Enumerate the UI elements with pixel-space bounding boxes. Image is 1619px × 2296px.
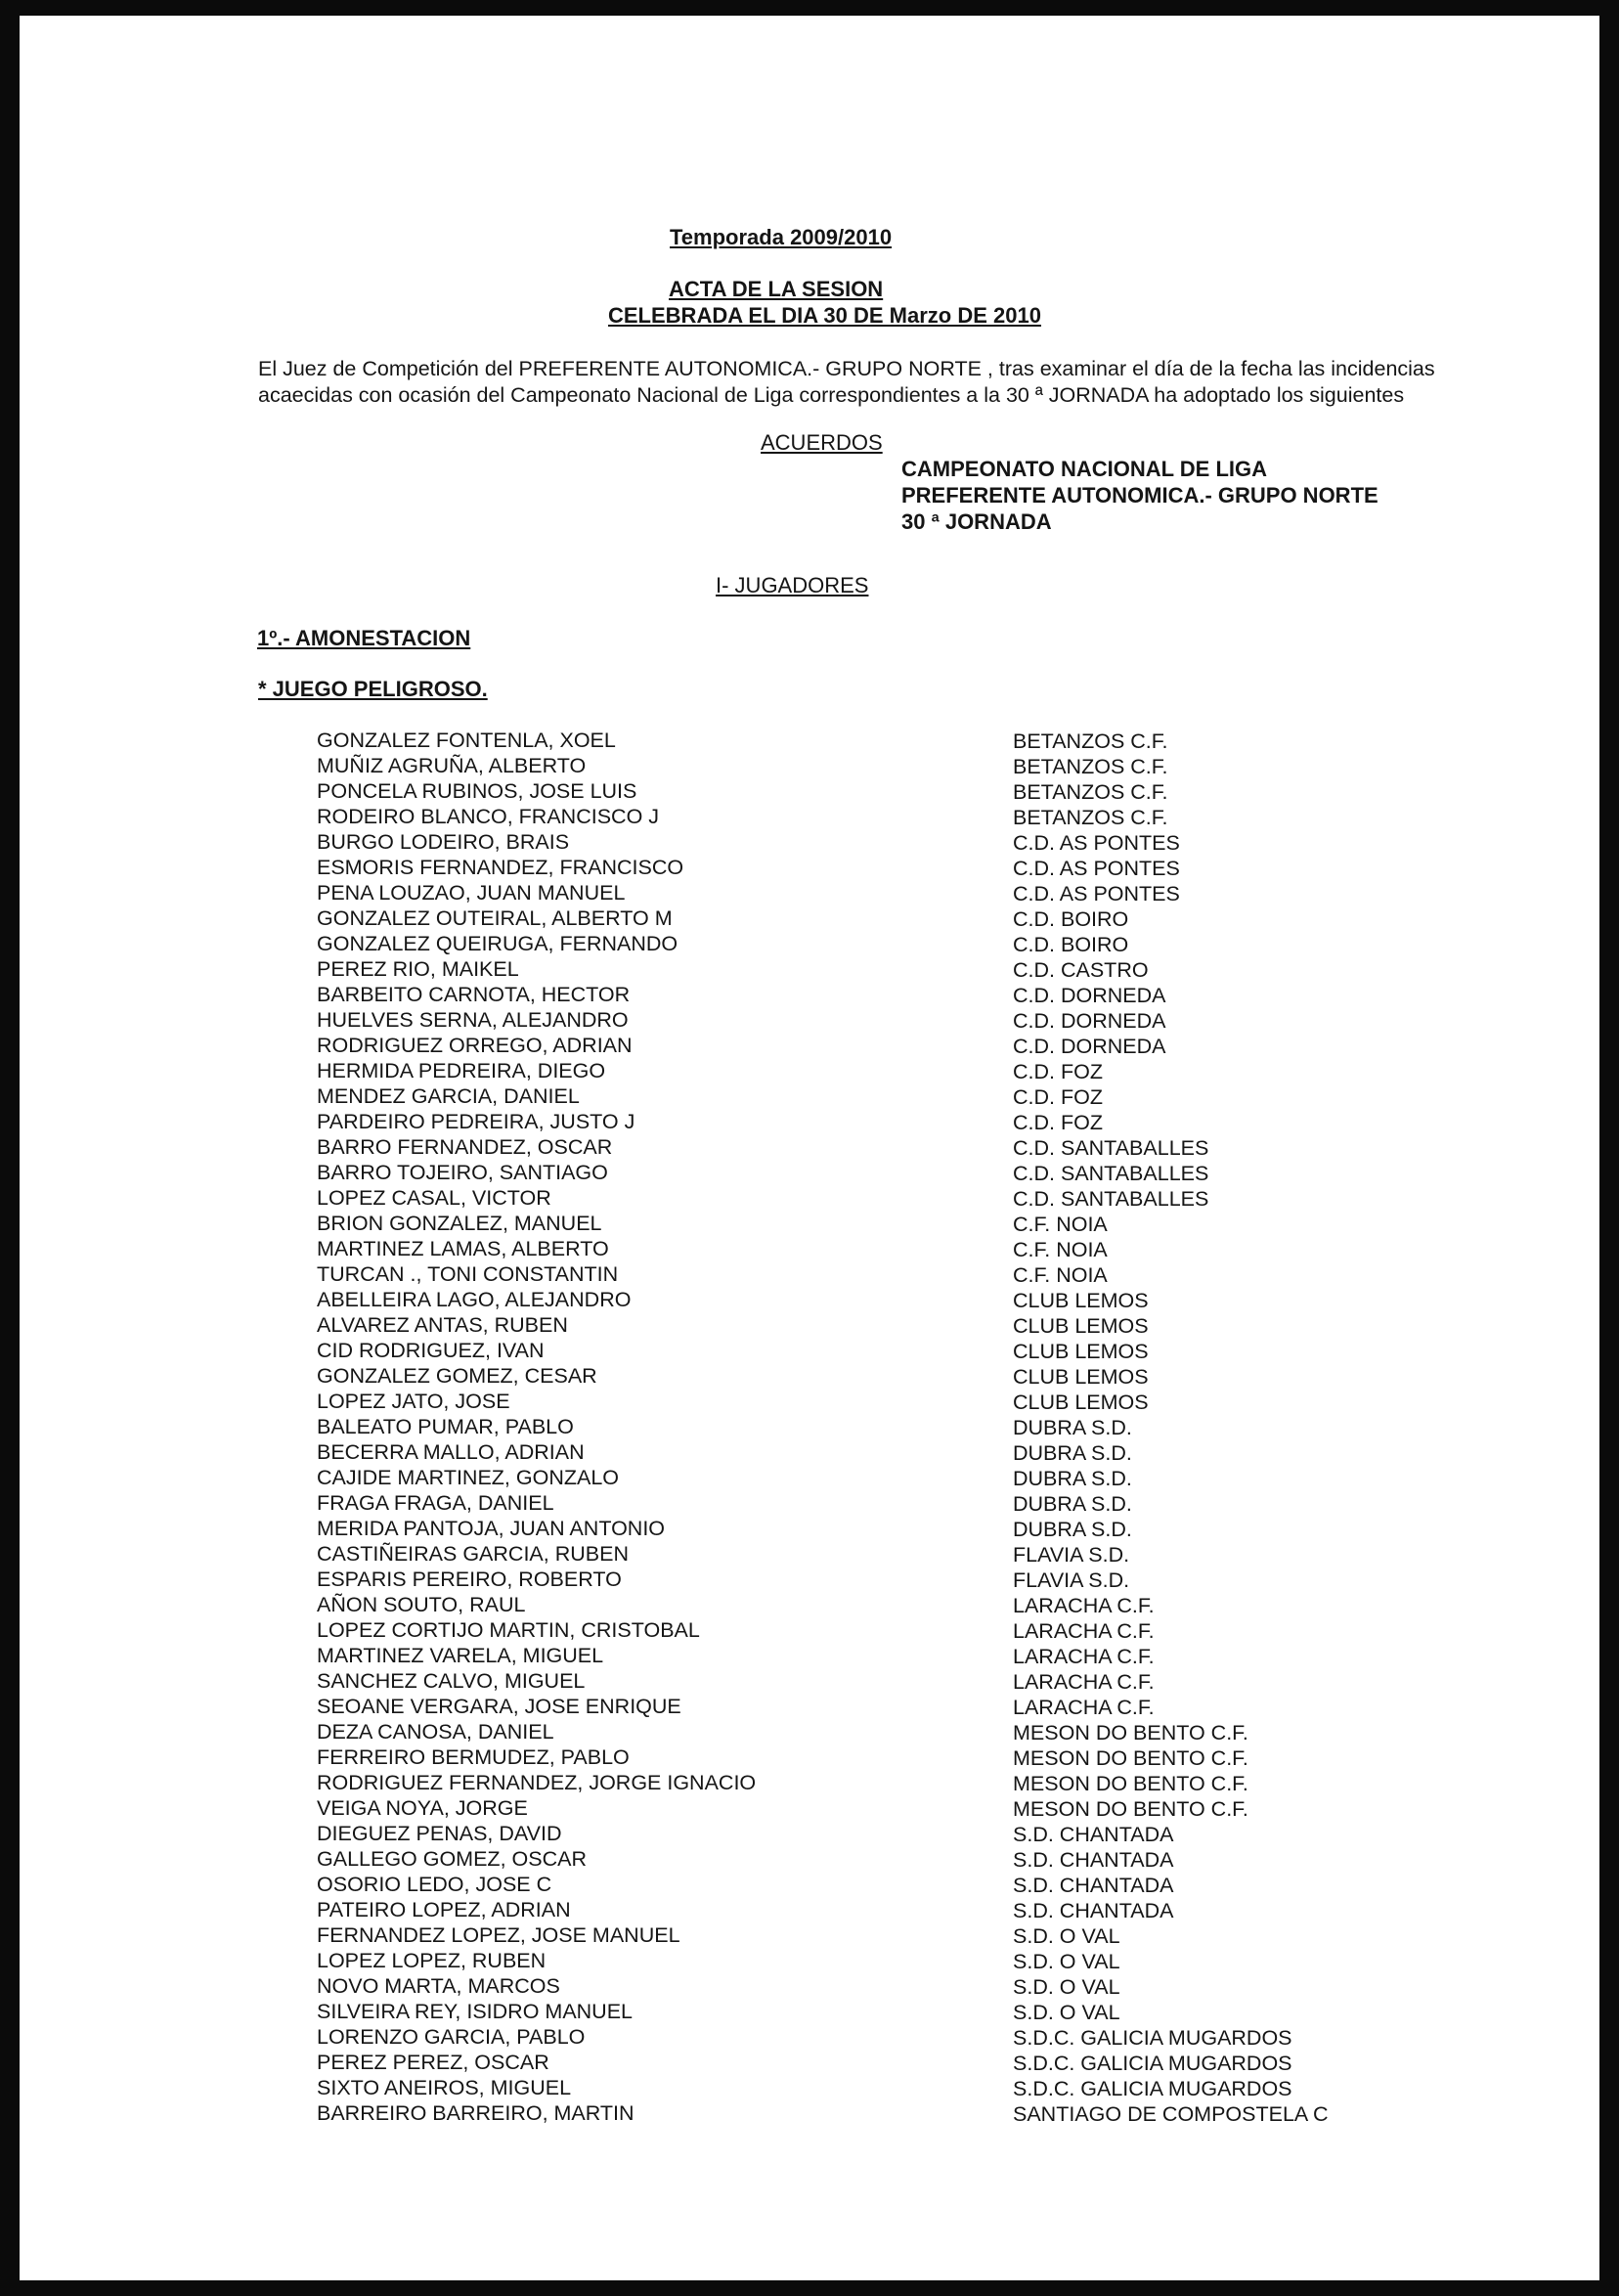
player-club: S.D. O VAL [1013, 2001, 1120, 2024]
player-club: C.D. DORNEDA [1013, 1035, 1166, 1058]
player-club: S.D. CHANTADA [1013, 1823, 1174, 1846]
player-name: DIEGUEZ PENAS, DAVID [317, 1822, 562, 1845]
player-name: ESPARIS PEREIRO, ROBERTO [317, 1567, 622, 1591]
player-name: BARBEITO CARNOTA, HECTOR [317, 983, 631, 1006]
player-name: FERREIRO BERMUDEZ, PABLO [317, 1745, 630, 1769]
acuerdos-heading: ACUERDOS [761, 430, 883, 455]
player-name: ESMORIS FERNANDEZ, FRANCISCO [317, 856, 684, 879]
player-club: C.D. FOZ [1013, 1060, 1103, 1083]
player-club: CLUB LEMOS [1013, 1365, 1149, 1389]
player-club: DUBRA S.D. [1013, 1518, 1132, 1541]
player-club: S.D. O VAL [1013, 1924, 1120, 1948]
player-club: SANTIAGO DE COMPOSTELA C [1013, 2102, 1329, 2126]
player-club: C.D. FOZ [1013, 1111, 1103, 1134]
player-name: MENDEZ GARCIA, DANIEL [317, 1084, 580, 1108]
player-club: C.D. SANTABALLES [1013, 1162, 1209, 1185]
player-club: LARACHA C.F. [1013, 1619, 1155, 1643]
player-club: C.D. BOIRO [1013, 933, 1129, 956]
player-name: MUÑIZ AGRUÑA, ALBERTO [317, 754, 587, 777]
player-club: LARACHA C.F. [1013, 1696, 1155, 1719]
player-club: C.F. NOIA [1013, 1213, 1108, 1236]
document-page [20, 16, 1599, 2280]
player-club: DUBRA S.D. [1013, 1467, 1132, 1490]
reason-title: * JUEGO PELIGROSO. [258, 677, 488, 701]
player-name: MARTINEZ LAMAS, ALBERTO [317, 1237, 609, 1260]
player-club: C.F. NOIA [1013, 1238, 1108, 1261]
player-name: FRAGA FRAGA, DANIEL [317, 1491, 554, 1515]
player-club: S.D. O VAL [1013, 1975, 1120, 1999]
competition-block [901, 456, 1378, 535]
player-name: BRION GONZALEZ, MANUEL [317, 1212, 602, 1235]
player-club: DUBRA S.D. [1013, 1416, 1132, 1439]
player-club: S.D. CHANTADA [1013, 1848, 1174, 1872]
player-name: GONZALEZ OUTEIRAL, ALBERTO M [317, 906, 673, 930]
section-title: I- JUGADORES [716, 573, 869, 597]
player-name: SILVEIRA REY, ISIDRO MANUEL [317, 2000, 634, 2023]
player-name: RODEIRO BLANCO, FRANCISCO J [317, 805, 660, 828]
player-name: LOPEZ CASAL, VICTOR [317, 1186, 551, 1210]
player-club: C.D. BOIRO [1013, 907, 1129, 931]
player-club: FLAVIA S.D. [1013, 1543, 1130, 1567]
player-name: BECERRA MALLO, ADRIAN [317, 1440, 585, 1464]
player-name: GONZALEZ FONTENLA, XOEL [317, 729, 616, 752]
player-name: LOPEZ JATO, JOSE [317, 1390, 510, 1413]
player-club: C.D. AS PONTES [1013, 882, 1180, 905]
player-name: PONCELA RUBINOS, JOSE LUIS [317, 779, 637, 803]
player-name: LORENZO GARCIA, PABLO [317, 2025, 586, 2049]
player-name: PENA LOUZAO, JUAN MANUEL [317, 881, 626, 905]
player-club: LARACHA C.F. [1013, 1594, 1155, 1617]
player-name: SIXTO ANEIROS, MIGUEL [317, 2076, 572, 2099]
player-club: CLUB LEMOS [1013, 1289, 1149, 1312]
player-club: C.D. DORNEDA [1013, 984, 1166, 1007]
player-name: RODRIGUEZ FERNANDEZ, JORGE IGNACIO [317, 1771, 757, 1794]
player-name: ALVAREZ ANTAS, RUBEN [317, 1313, 568, 1337]
player-club: FLAVIA S.D. [1013, 1568, 1130, 1592]
player-name: NOVO MARTA, MARCOS [317, 1974, 560, 1998]
player-name: MERIDA PANTOJA, JUAN ANTONIO [317, 1517, 666, 1540]
player-club: CLUB LEMOS [1013, 1391, 1149, 1414]
player-name: MARTINEZ VARELA, MIGUEL [317, 1644, 604, 1667]
player-club: DUBRA S.D. [1013, 1492, 1132, 1516]
player-club: LARACHA C.F. [1013, 1645, 1155, 1668]
player-name: AÑON SOUTO, RAUL [317, 1593, 526, 1616]
player-club: C.D. DORNEDA [1013, 1009, 1166, 1033]
intro-line: El Juez de Competición del PREFERENTE AUTONOMICA.- GRUPO NORTE , tras examinar el día de la fecha las incidencias [258, 357, 1435, 380]
player-club: S.D. O VAL [1013, 1950, 1120, 1973]
player-club: CLUB LEMOS [1013, 1314, 1149, 1338]
player-name: GALLEGO GOMEZ, OSCAR [317, 1847, 587, 1871]
player-name: LOPEZ LOPEZ, RUBEN [317, 1949, 547, 1972]
competition-line: PREFERENTE AUTONOMICA.- GRUPO NORTE [901, 483, 1378, 508]
competition-line: CAMPEONATO NACIONAL DE LIGA [901, 457, 1268, 481]
player-name: GONZALEZ GOMEZ, CESAR [317, 1364, 597, 1388]
player-club: S.D. CHANTADA [1013, 1874, 1174, 1897]
player-name: CID RODRIGUEZ, IVAN [317, 1339, 545, 1362]
player-club: MESON DO BENTO C.F. [1013, 1772, 1248, 1795]
player-club: MESON DO BENTO C.F. [1013, 1746, 1248, 1770]
player-club: C.D. AS PONTES [1013, 857, 1180, 880]
player-name: SANCHEZ CALVO, MIGUEL [317, 1669, 586, 1693]
player-name: SEOANE VERGARA, JOSE ENRIQUE [317, 1695, 681, 1718]
player-club: BETANZOS C.F. [1013, 755, 1168, 778]
player-club: MESON DO BENTO C.F. [1013, 1797, 1248, 1821]
player-name: PEREZ RIO, MAIKEL [317, 957, 519, 981]
intro-paragraph [258, 356, 1435, 409]
player-name: RODRIGUEZ ORREGO, ADRIAN [317, 1034, 633, 1057]
intro-line: acaecidas con ocasión del Campeonato Nacional de Liga correspondientes a la 30 ª JORNADA ha adoptado los siguientes [258, 383, 1405, 407]
player-name: TURCAN ., TONI CONSTANTIN [317, 1262, 619, 1286]
player-name: CAJIDE MARTINEZ, GONZALO [317, 1466, 619, 1489]
player-name: DEZA CANOSA, DANIEL [317, 1720, 554, 1744]
player-clubs-column [1013, 729, 1329, 2127]
player-name: FERNANDEZ LOPEZ, JOSE MANUEL [317, 1923, 680, 1947]
player-club: BETANZOS C.F. [1013, 806, 1168, 829]
player-name: VEIGA NOYA, JORGE [317, 1796, 528, 1820]
player-name: HERMIDA PEDREIRA, DIEGO [317, 1059, 606, 1082]
player-name: PEREZ PEREZ, OSCAR [317, 2051, 549, 2074]
player-club: DUBRA S.D. [1013, 1441, 1132, 1465]
season-title: Temporada 2009/2010 [670, 225, 893, 249]
player-name: BARRO TOJEIRO, SANTIAGO [317, 1161, 608, 1184]
player-name: LOPEZ CORTIJO MARTIN, CRISTOBAL [317, 1618, 700, 1642]
player-club: CLUB LEMOS [1013, 1340, 1149, 1363]
player-name: CASTIÑEIRAS GARCIA, RUBEN [317, 1542, 629, 1566]
player-club: C.D. FOZ [1013, 1085, 1103, 1109]
player-name: OSORIO LEDO, JOSE C [317, 1873, 552, 1896]
player-name: PARDEIRO PEDREIRA, JUSTO J [317, 1110, 635, 1133]
player-club: C.D. CASTRO [1013, 958, 1149, 982]
player-club: BETANZOS C.F. [1013, 780, 1168, 804]
player-name: PATEIRO LOPEZ, ADRIAN [317, 1898, 571, 1921]
player-club: S.D.C. GALICIA MUGARDOS [1013, 2077, 1292, 2100]
player-club: S.D.C. GALICIA MUGARDOS [1013, 2052, 1292, 2075]
act-title: ACTA DE LA SESION [669, 277, 884, 301]
player-club: C.F. NOIA [1013, 1263, 1108, 1287]
session-date: CELEBRADA EL DIA 30 DE Marzo DE 2010 [608, 303, 1041, 328]
player-name: HUELVES SERNA, ALEJANDRO [317, 1008, 629, 1032]
player-names-column [317, 728, 756, 2126]
player-name: ABELLEIRA LAGO, ALEJANDRO [317, 1288, 632, 1311]
competition-line: 30 ª JORNADA [901, 509, 1052, 534]
player-club: BETANZOS C.F. [1013, 729, 1168, 753]
player-club: C.D. SANTABALLES [1013, 1187, 1209, 1211]
player-name: BARRO FERNANDEZ, OSCAR [317, 1135, 613, 1159]
player-club: LARACHA C.F. [1013, 1670, 1155, 1694]
player-name: BARREIRO BARREIRO, MARTIN [317, 2101, 634, 2125]
player-club: MESON DO BENTO C.F. [1013, 1721, 1248, 1744]
player-club: S.D. CHANTADA [1013, 1899, 1174, 1922]
player-club: C.D. SANTABALLES [1013, 1136, 1209, 1160]
player-name: GONZALEZ QUEIRUGA, FERNANDO [317, 932, 678, 955]
sanction-title: 1º.- AMONESTACION [257, 626, 471, 650]
player-name: BALEATO PUMAR, PABLO [317, 1415, 574, 1438]
player-club: S.D.C. GALICIA MUGARDOS [1013, 2026, 1292, 2050]
player-club: C.D. AS PONTES [1013, 831, 1180, 855]
player-name: BURGO LODEIRO, BRAIS [317, 830, 570, 854]
